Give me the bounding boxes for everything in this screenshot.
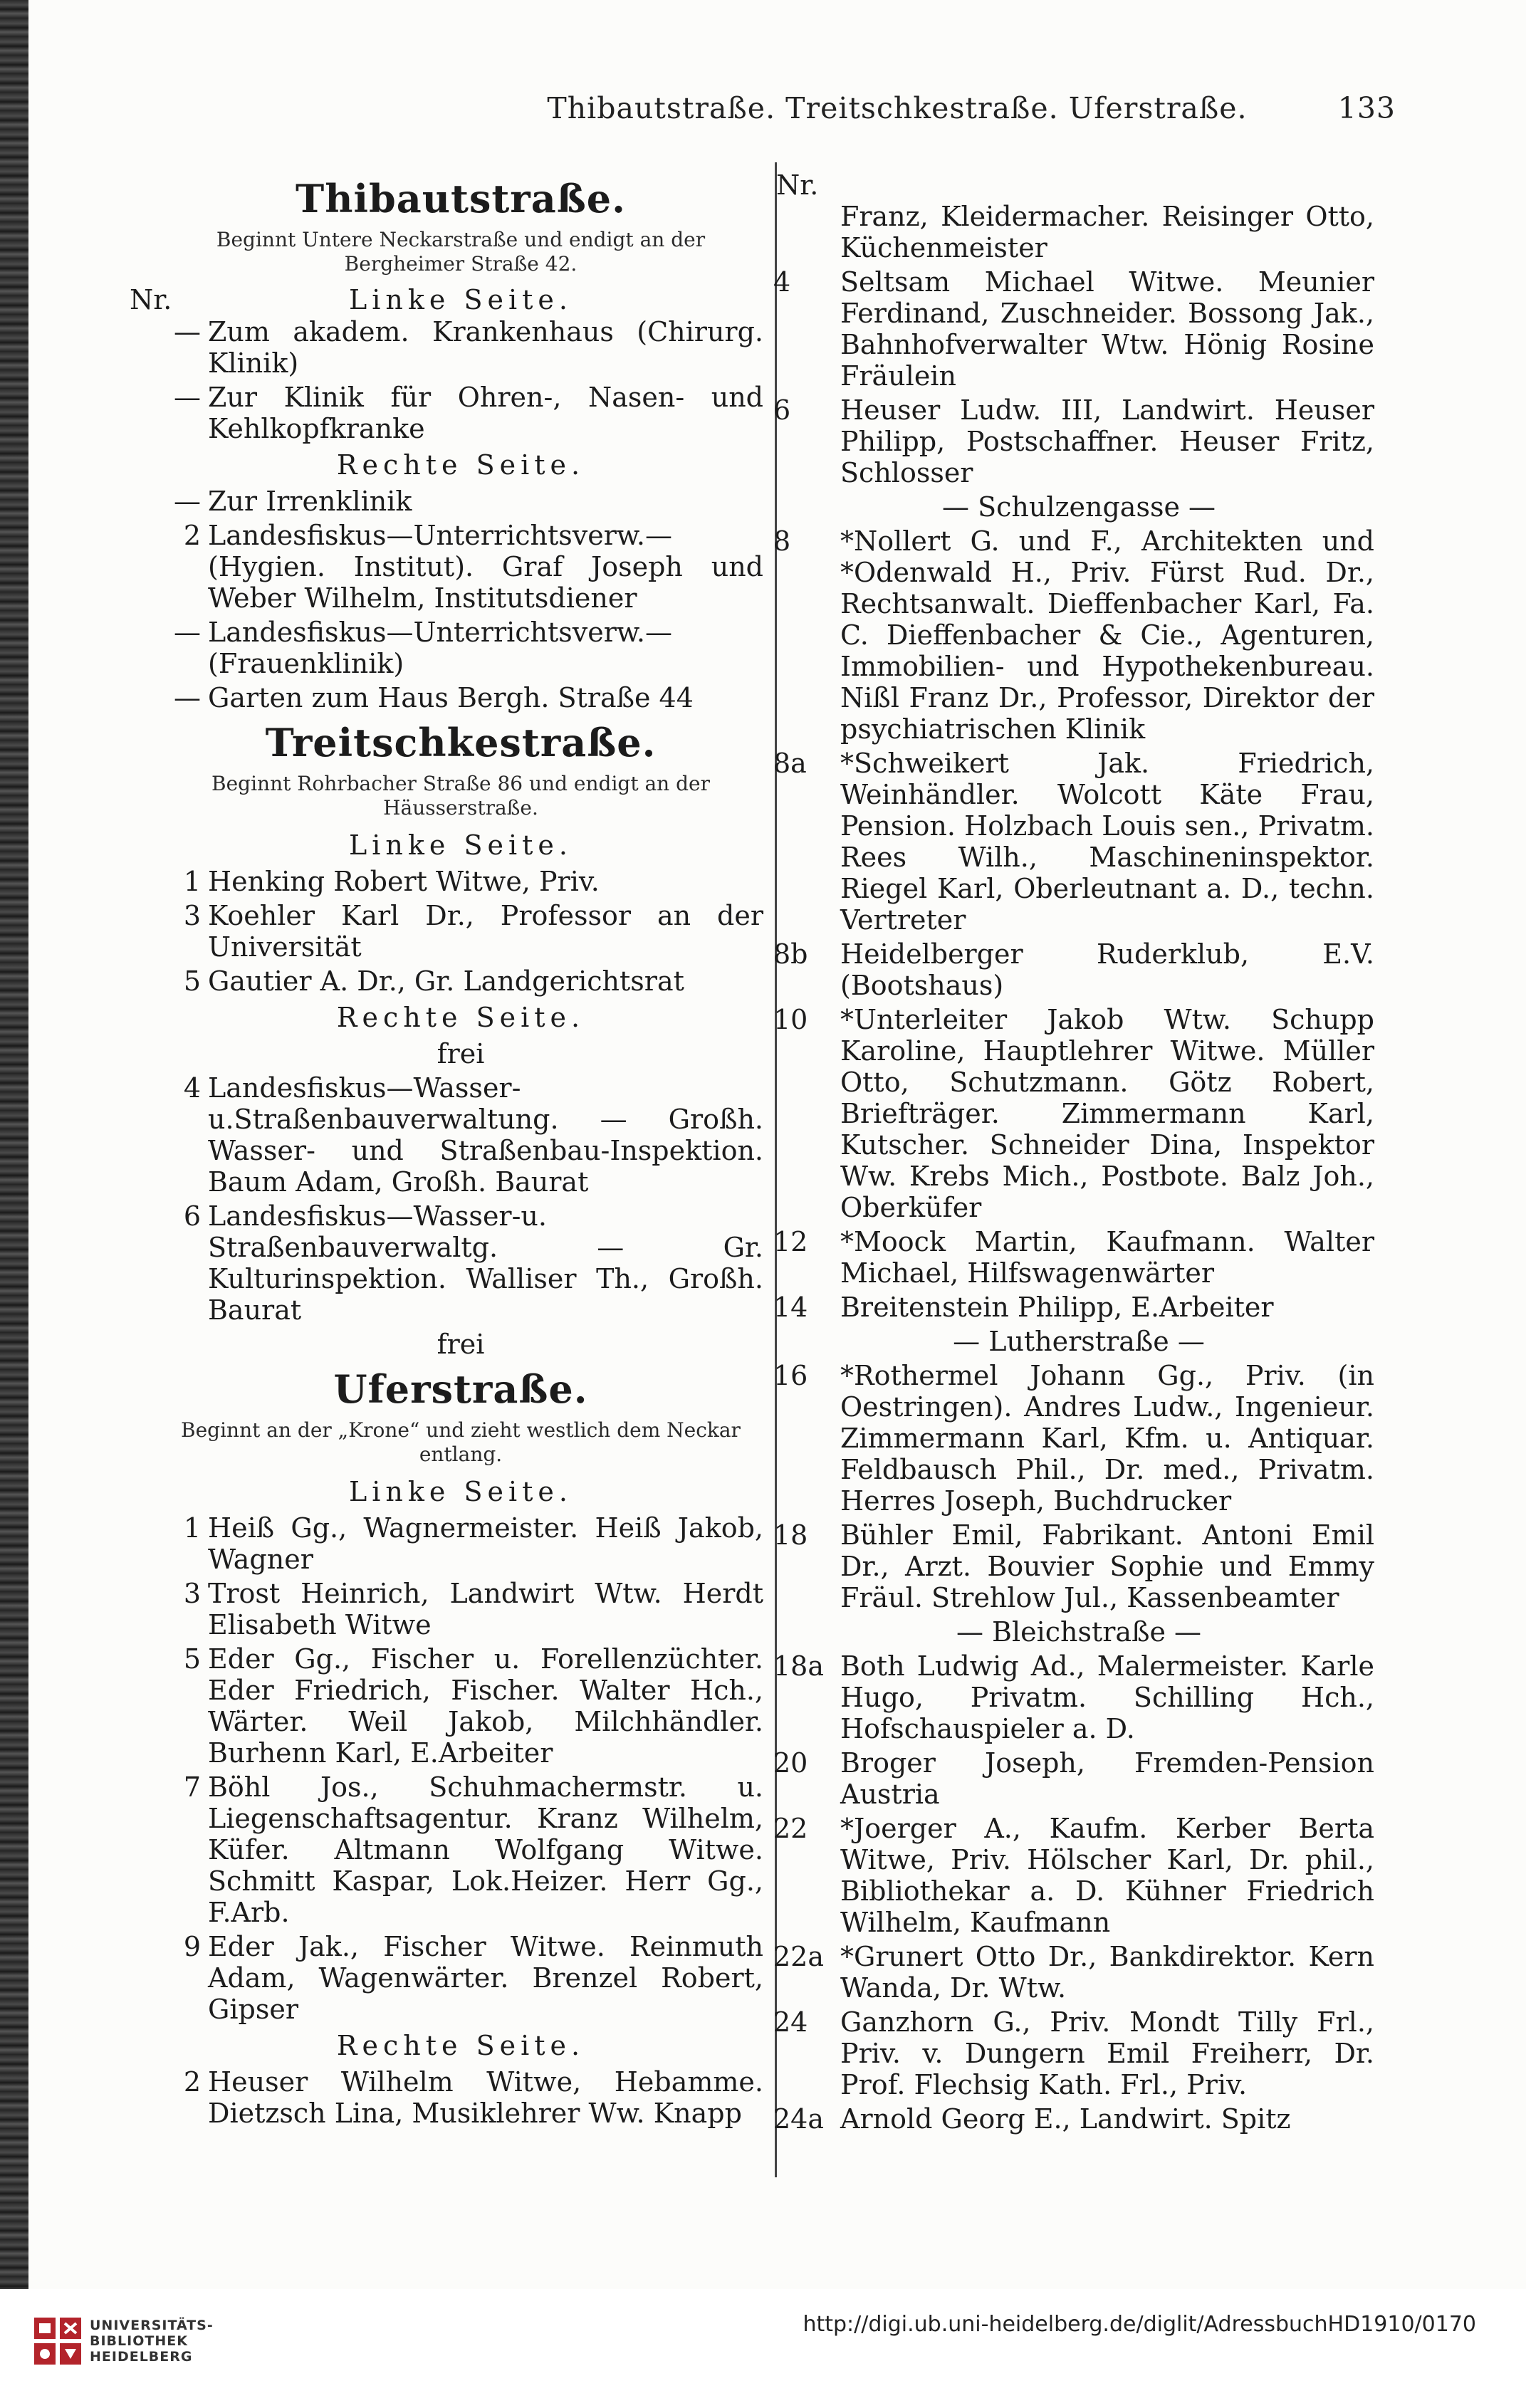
list-item	[773, 394, 1374, 488]
cross-street: — Schulzengasse —	[941, 491, 1216, 523]
list-item	[158, 316, 763, 379]
entry-text: Böhl Jos., Schuhmachermstr. u. Liegenschaftsagentur. Kranz Wilhelm, Küfer. Altmann Wolfgang Witwe. Schmitt Kaspar, Lok.Heizer. Herr Gg., F.Arb.	[208, 1771, 763, 1928]
house-number: 1	[183, 866, 201, 897]
viewer-footer	[0, 2289, 1526, 2408]
entry-text: *Joerger A., Kaufm. Kerber Berta Witwe, Priv. Hölscher Karl, Dr. phil., Bibliothekar a. D. Kühner Friedrich Wilhelm, Kaufmann	[840, 1813, 1374, 1938]
entry-text: Broger Joseph, Fremden-Pension Austria	[840, 1747, 1374, 1810]
house-number: —	[174, 382, 201, 413]
entry-text: Heiß Gg., Wagnermeister. Heiß Jakob, Wagner	[208, 1512, 763, 1575]
house-number: 22	[773, 1813, 808, 1844]
cross-street: — Bleichstraße —	[956, 1616, 1202, 1648]
entry-text: Henking Robert Witwe, Priv.	[208, 866, 600, 897]
list-item	[773, 748, 1374, 936]
entry-text: Franz, Kleidermacher. Reisinger Otto, Küchenmeister	[840, 201, 1374, 263]
list-item	[158, 682, 763, 713]
list-item	[158, 900, 763, 963]
house-number: 24	[773, 2006, 808, 2038]
entry-text: Landesfiskus—Unterrichtsverw.— (Hygien. Institut). Graf Joseph und Weber Wilhelm, Institutsdiener	[208, 520, 763, 614]
library-name	[90, 2318, 214, 2365]
entry-text: Ganzhorn G., Priv. Mondt Tilly Frl., Priv. v. Dungern Emil Freiherr, Dr. Prof. Flechsig Kath. Frl., Priv.	[840, 2006, 1374, 2100]
entry-text: Heuser Ludw. III, Landwirt. Heuser Philipp, Postschaffner. Heuser Fritz, Schlosser	[840, 394, 1374, 488]
house-number: 9	[183, 1931, 201, 1962]
house-number: 3	[183, 900, 201, 931]
entry-text: *Unterleiter Jakob Wtw. Schupp Karoline, Hauptlehrer Witwe. Müller Otto, Schutzmann. Götz Robert, Briefträger. Zimmermann Karl, Kutscher. Schneider Dina, Inspektor Ww. Krebs Mich., Postbote. Balz Joh., Oberküfer	[840, 1004, 1374, 1223]
library-name-line: HEIDELBERG	[90, 2349, 193, 2365]
side-label-right: Rechte Seite.	[336, 1002, 585, 1033]
list-item	[158, 1771, 763, 1928]
list-item	[158, 1578, 763, 1640]
house-number: 14	[773, 1292, 808, 1323]
entry-text: Eder Jak., Fischer Witwe. Reinmuth Adam, Wagenwärter. Brenzel Robert, Gipser	[208, 1931, 763, 2025]
left-column	[130, 169, 763, 2132]
running-header	[463, 91, 1396, 141]
list-item	[773, 1747, 1374, 1810]
house-number: 1	[183, 1512, 201, 1544]
house-number: 5	[183, 1643, 201, 1675]
entry-text: Landesfiskus—Unterrichtsverw.— (Frauenklinik)	[208, 617, 673, 679]
list-item	[773, 2006, 1374, 2100]
entry-text: Zur Klinik für Ohren-, Nasen- und Kehlkopfkranke	[208, 382, 763, 444]
list-item	[158, 866, 763, 897]
list-item	[158, 1072, 763, 1198]
list-item	[158, 617, 763, 679]
list-item	[773, 266, 1374, 392]
entry-text: Bühler Emil, Fabrikant. Antoni Emil Dr., Arzt. Bouvier Sophie und Emmy Fräul. Strehlow Jul., Kassenbeamter	[840, 1519, 1374, 1613]
entry-text: Seltsam Michael Witwe. Meunier Ferdinand, Zuschneider. Bossong Jak., Bahnhofverwalter Wtw. Hönig Rosine Fräulein	[840, 266, 1374, 392]
house-number: 18	[773, 1519, 808, 1551]
list-item	[158, 1643, 763, 1769]
house-number: 16	[773, 1360, 808, 1391]
house-number: —	[174, 617, 201, 648]
house-number: 8a	[773, 748, 807, 779]
house-number: 6	[773, 394, 791, 426]
house-number: 2	[183, 2066, 201, 2098]
side-label-left: Linke Seite.	[349, 829, 573, 861]
house-number: —	[174, 316, 201, 347]
entry-text: Trost Heinrich, Landwirt Wtw. Herdt Elisabeth Witwe	[208, 1578, 763, 1640]
list-item	[773, 2103, 1374, 2135]
list-item	[783, 201, 1374, 263]
side-label-right: Rechte Seite.	[336, 449, 585, 481]
house-number: 20	[773, 1747, 808, 1779]
house-number: 24a	[773, 2103, 825, 2135]
entry-text: *Grunert Otto Dr., Bankdirektor. Kern Wanda, Dr. Wtw.	[840, 1941, 1374, 2004]
entry-text: Heidelberger Ruderklub, E.V. (Bootshaus)	[840, 938, 1374, 1001]
street-heading-thibaut: Thibautstraße.	[296, 176, 626, 221]
house-number: —	[174, 486, 201, 517]
list-item	[773, 1941, 1374, 2004]
list-item	[773, 1004, 1374, 1223]
entry-text: Zur Irrenklinik	[208, 486, 412, 517]
side-label-right: Rechte Seite.	[336, 2030, 585, 2061]
frei-note: frei	[437, 1329, 485, 1360]
house-number: 4	[773, 266, 791, 298]
entry-text: Landesfiskus—Wasser-u. Straßenbauverwaltg. — Gr. Kulturinspektion. Walliser Th., Großh. Baurat	[208, 1200, 763, 1326]
column-divider	[775, 162, 777, 2177]
page-number: 133	[1337, 91, 1396, 125]
list-item	[773, 1813, 1374, 1938]
nr-side-header	[130, 283, 763, 316]
house-number: 7	[183, 1771, 201, 1803]
list-item	[158, 2066, 763, 2129]
entry-text: Arnold Georg E., Landwirt. Spitz	[840, 2103, 1291, 2135]
house-number: 12	[773, 1226, 808, 1257]
entry-text: Heuser Wilhelm Witwe, Hebamme. Dietzsch Lina, Musiklehrer Ww. Knapp	[208, 2066, 763, 2129]
list-item	[158, 382, 763, 444]
entry-text: *Schweikert Jak. Friedrich, Weinhändler. Wolcott Käte Frau, Pension. Holzbach Louis sen., Privatm. Rees Wilh., Maschineninspektor. Riegel Karl, Oberleutnant a. D., techn. Vertreter	[840, 748, 1374, 936]
street-description: Beginnt an der „Krone“ und zieht westlich dem Neckar entlang.	[181, 1418, 741, 1466]
house-number: 4	[183, 1072, 201, 1104]
list-item	[158, 1931, 763, 2025]
house-number: 22a	[773, 1941, 825, 1972]
house-number: 5	[183, 965, 201, 997]
list-item	[158, 965, 763, 997]
cross-street: — Lutherstraße —	[953, 1326, 1205, 1357]
list-item	[773, 525, 1374, 745]
side-label-left: Linke Seite.	[349, 1476, 573, 1507]
list-item	[773, 1650, 1374, 1744]
house-number: —	[174, 682, 201, 713]
list-item	[773, 1519, 1374, 1613]
list-item	[773, 1292, 1374, 1323]
library-name-line: BIBLIOTHEK	[90, 2333, 188, 2349]
library-name-line: UNIVERSITÄTS-	[90, 2318, 214, 2333]
list-item	[158, 520, 763, 614]
house-number: 2	[183, 520, 201, 551]
list-item	[773, 1360, 1374, 1517]
entry-text: Breitenstein Philipp, E.Arbeiter	[840, 1292, 1274, 1323]
frei-note: frei	[437, 1038, 485, 1069]
entry-text: Eder Gg., Fischer u. Forellenzüchter. Eder Friedrich, Fischer. Walter Hch., Wärter. Weil Jakob, Milchhändler. Burhenn Karl, E.Arbeiter	[208, 1643, 763, 1769]
entry-text: Garten zum Haus Bergh. Straße 44	[208, 682, 694, 713]
right-column	[773, 169, 1374, 2137]
entry-text: Both Ludwig Ad., Malermeister. Karle Hugo, Privatm. Schilling Hch., Hofschauspieler a. D.	[840, 1650, 1374, 1744]
list-item	[773, 1226, 1374, 1289]
entry-text: *Rothermel Johann Gg., Priv. (in Oestringen). Andres Ludw., Ingenieur. Zimmermann Karl, Kfm. u. Antiquar. Feldbausch Phil., Dr. med., Privatm. Herres Joseph, Buchdrucker	[840, 1360, 1374, 1517]
library-logo-icon	[33, 2316, 83, 2366]
house-number: 18a	[773, 1650, 825, 1682]
list-item	[158, 486, 763, 517]
street-description: Beginnt Untere Neckarstraße und endigt an der Bergheimer Straße 42.	[216, 228, 706, 276]
header-title: Thibautstraße. Treitschkestraße. Uferstraße.	[547, 91, 1248, 125]
entry-text: Landesfiskus—Wasser-u.Straßenbauverwaltung. — Großh. Wasser- und Straßenbau-Inspektion. Baum Adam, Großh. Baurat	[208, 1072, 763, 1198]
source-url-link[interactable]: http://digi.ub.uni-heidelberg.de/diglit/AdressbuchHD1910/0170	[803, 2312, 1476, 2337]
street-description: Beginnt Rohrbacher Straße 86 und endigt an der Häusserstraße.	[211, 772, 710, 820]
side-label-left: Linke Seite.	[349, 284, 573, 315]
nr-label: Nr.	[130, 284, 172, 315]
entry-text: Gautier A. Dr., Gr. Landgerichtsrat	[208, 965, 684, 997]
house-number: 6	[183, 1200, 201, 1232]
nr-label: Nr.	[776, 169, 819, 201]
house-number: 10	[773, 1004, 808, 1035]
street-heading-ufer: Uferstraße.	[333, 1366, 588, 1412]
house-number: 8	[773, 525, 791, 557]
house-number: 3	[183, 1578, 201, 1609]
list-item	[158, 1512, 763, 1575]
entry-text: Koehler Karl Dr., Professor an der Universität	[208, 900, 763, 963]
list-item	[773, 938, 1374, 1001]
house-number: 8b	[773, 938, 808, 970]
scan-edge-strip	[0, 0, 28, 2408]
list-item	[158, 1200, 763, 1326]
entry-text: Zum akadem. Krankenhaus (Chirurg. Klinik)	[208, 316, 763, 379]
entry-text: *Moock Martin, Kaufmann. Walter Michael, Hilfswagenwärter	[840, 1226, 1374, 1289]
entry-text: *Nollert G. und F., Architekten und *Odenwald H., Priv. Fürst Rud. Dr., Rechtsanwalt. Dieffenbacher Karl, Fa. C. Dieffenbacher & Cie., Agenturen, Immobilien- und Hypothekenbureau. Nißl Franz Dr., Professor, Direktor der psychiatrischen Klinik	[840, 525, 1374, 745]
street-heading-treitschke: Treitschkestraße.	[265, 720, 657, 765]
